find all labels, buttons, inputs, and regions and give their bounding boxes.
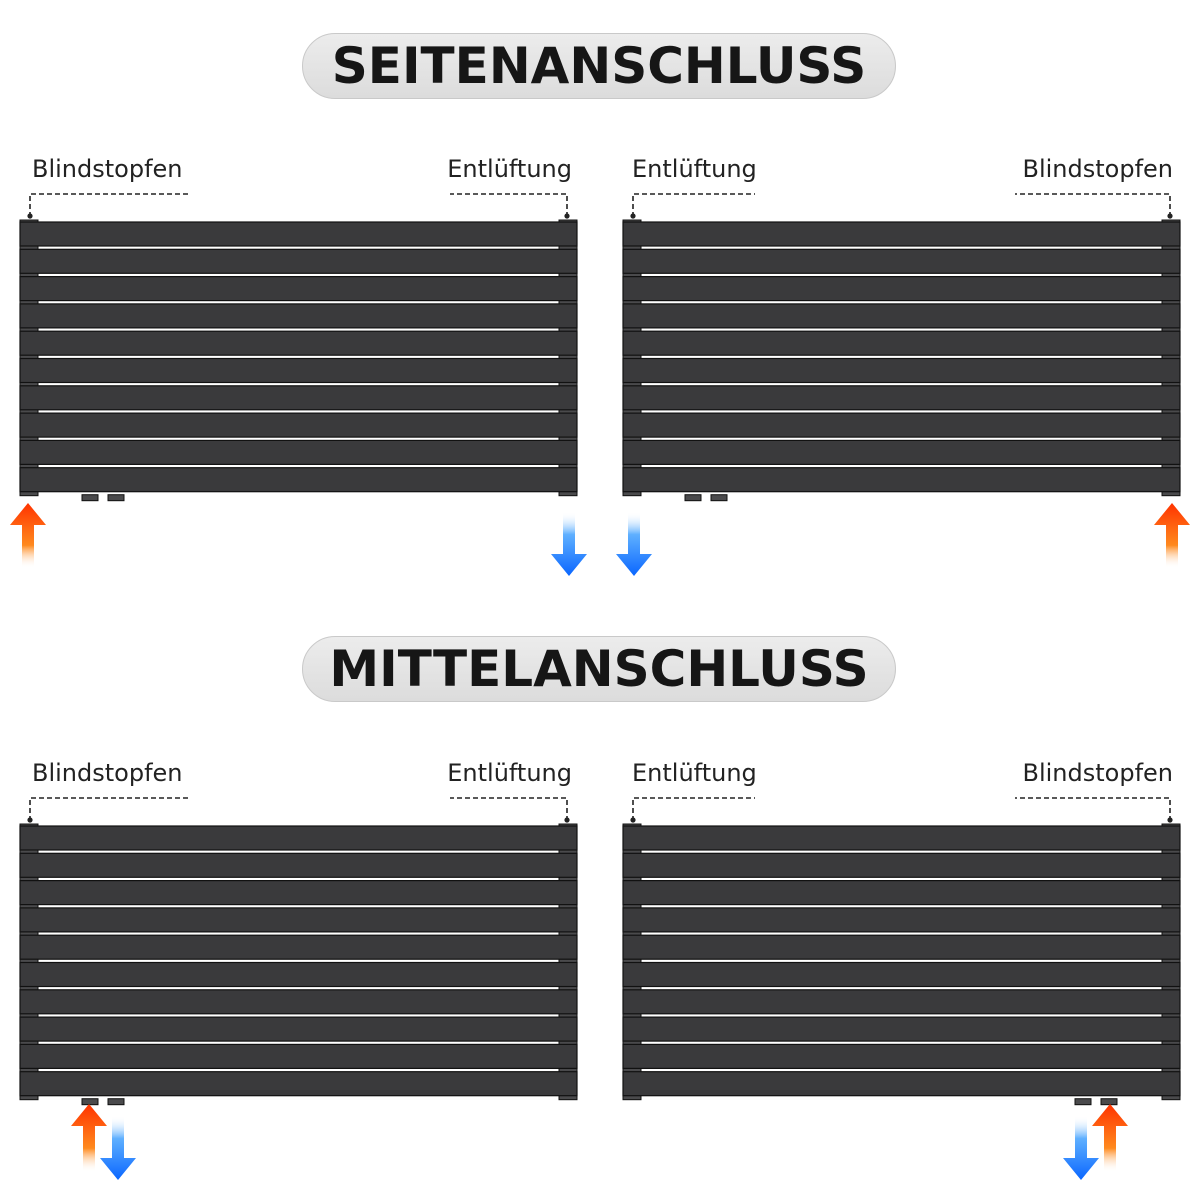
connection-stub [108, 495, 124, 501]
radiator-panel [20, 826, 577, 850]
connection-stub [1101, 1099, 1117, 1105]
radiator-panel [20, 359, 577, 383]
radiator-panel [623, 826, 1180, 850]
radiator-panel [623, 853, 1180, 877]
radiator-panel [20, 440, 577, 464]
radiator-panel [20, 468, 577, 492]
plug-dot [27, 817, 32, 822]
supply-arrow-icon [1154, 503, 1190, 568]
connection-stub [711, 495, 727, 501]
plug-dot [564, 213, 569, 218]
plug-dot [1167, 213, 1172, 218]
supply-arrow-icon [1092, 1104, 1128, 1172]
supply-arrow-icon [10, 503, 46, 568]
radiator-panel [623, 908, 1180, 932]
radiator-panel [623, 413, 1180, 437]
radiator-panel [623, 440, 1180, 464]
plug-dot [27, 213, 32, 218]
connection-stub [1075, 1099, 1091, 1105]
radiator-panel [623, 468, 1180, 492]
radiator-panel [20, 413, 577, 437]
radiator-panel [623, 990, 1180, 1014]
leader-line [633, 194, 755, 217]
radiator-panel [623, 881, 1180, 905]
leader-line [30, 798, 188, 821]
return-arrow-icon [616, 512, 652, 576]
label-blindstopfen: Blindstopfen [1022, 155, 1173, 183]
label-blindstopfen: Blindstopfen [32, 155, 183, 183]
radiator-panel [623, 222, 1180, 246]
radiator-panel [20, 386, 577, 410]
leader-line [633, 798, 755, 821]
plug-dot [1167, 817, 1172, 822]
connection-stub [82, 1099, 98, 1105]
radiator-panel [20, 222, 577, 246]
connection-stub [82, 495, 98, 501]
radiator-panel [623, 386, 1180, 410]
leader-line [1015, 194, 1170, 217]
leader-line [450, 194, 567, 217]
title-text: MITTELANSCHLUSS [329, 640, 869, 698]
radiator-panel [20, 1017, 577, 1041]
label-entlueftung: Entlüftung [632, 759, 757, 787]
leader-line [450, 798, 567, 821]
plug-dot [564, 817, 569, 822]
radiator-panel [623, 331, 1180, 355]
radiator-panel [623, 1044, 1180, 1068]
label-entlueftung: Entlüftung [632, 155, 757, 183]
radiator [623, 798, 1180, 1100]
radiator [623, 194, 1180, 496]
radiator-panel [20, 990, 577, 1014]
radiator-panel [20, 249, 577, 273]
connection-stub [685, 495, 701, 501]
return-arrow-icon [551, 512, 587, 576]
radiator-panel [623, 1072, 1180, 1096]
radiator-panel [623, 1017, 1180, 1041]
title-text: SEITENANSCHLUSS [331, 37, 867, 95]
radiator-panel [623, 249, 1180, 273]
radiator-panel [20, 1044, 577, 1068]
label-blindstopfen: Blindstopfen [32, 759, 183, 787]
radiator-panel [623, 935, 1180, 959]
label-entlueftung: Entlüftung [447, 155, 572, 183]
plug-dot [630, 817, 635, 822]
radiator-panel [20, 277, 577, 301]
supply-arrow-icon [71, 1104, 107, 1172]
radiator-panel [20, 853, 577, 877]
radiator-panel [623, 304, 1180, 328]
radiator [20, 194, 577, 496]
plug-dot [630, 213, 635, 218]
radiator-panel [20, 881, 577, 905]
radiator-panel [623, 277, 1180, 301]
radiator-panel [623, 963, 1180, 987]
leader-line [30, 194, 188, 217]
radiator-panel [20, 1072, 577, 1096]
radiator-panel [20, 304, 577, 328]
radiator-panel [20, 963, 577, 987]
radiator-panel [20, 908, 577, 932]
radiator [20, 798, 577, 1100]
radiator-panel [20, 331, 577, 355]
leader-line [1015, 798, 1170, 821]
radiator-panel [623, 359, 1180, 383]
label-entlueftung: Entlüftung [447, 759, 572, 787]
radiator-panel [20, 935, 577, 959]
connection-stub [108, 1099, 124, 1105]
label-blindstopfen: Blindstopfen [1022, 759, 1173, 787]
